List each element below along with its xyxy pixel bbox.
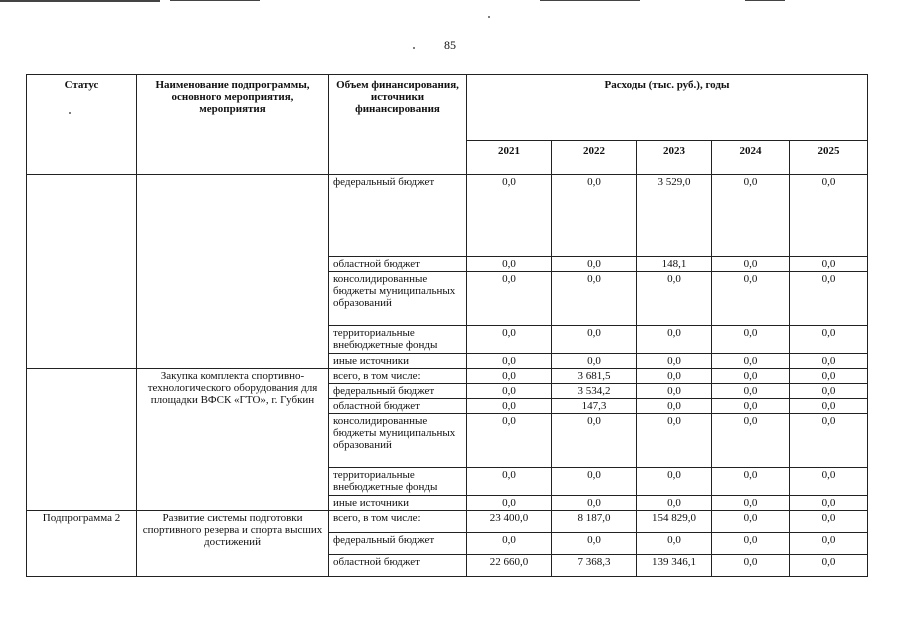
value-cell: 0,0	[467, 414, 552, 468]
value-cell: 0,0	[712, 414, 790, 468]
value-cell: 0,0	[790, 496, 868, 511]
table-row	[27, 369, 868, 384]
header-year: 2025	[790, 141, 868, 175]
source-cell: иные источники	[329, 354, 467, 369]
value-cell: 0,0	[552, 175, 637, 257]
activity-name-cell	[137, 175, 329, 369]
value-cell: 0,0	[790, 369, 868, 384]
value-cell: 0,0	[712, 369, 790, 384]
table-row	[27, 511, 868, 533]
value-cell: 22 660,0	[467, 555, 552, 577]
value-cell: 0,0	[790, 399, 868, 414]
value-cell: 0,0	[712, 496, 790, 511]
value-cell: 0,0	[467, 354, 552, 369]
source-cell: всего, в том числе:	[329, 369, 467, 384]
value-cell: 0,0	[790, 272, 868, 326]
value-cell: 0,0	[637, 468, 712, 496]
value-cell: 0,0	[790, 354, 868, 369]
value-cell: 0,0	[790, 326, 868, 354]
value-cell: 0,0	[467, 257, 552, 272]
scan-edge-line	[170, 0, 260, 1]
source-cell: областной бюджет	[329, 399, 467, 414]
header-year: 2022	[552, 141, 637, 175]
value-cell: 0,0	[467, 384, 552, 399]
value-cell: 0,0	[552, 414, 637, 468]
value-cell: 0,0	[712, 175, 790, 257]
source-cell: иные источники	[329, 496, 467, 511]
scan-edge-line	[0, 0, 160, 2]
scan-speck	[488, 16, 490, 18]
header-year: 2021	[467, 141, 552, 175]
header-expenses: Расходы (тыс. руб.), годы	[467, 75, 868, 141]
page-number: 85	[444, 38, 456, 52]
header-year: 2024	[712, 141, 790, 175]
value-cell: 0,0	[712, 326, 790, 354]
value-cell: 0,0	[790, 533, 868, 555]
source-cell: федеральный бюджет	[329, 384, 467, 399]
source-cell: консолидированные бюджеты муниципальных образований	[329, 272, 467, 326]
value-cell: 23 400,0	[467, 511, 552, 533]
value-cell: 0,0	[790, 555, 868, 577]
value-cell: 0,0	[637, 354, 712, 369]
value-cell: 0,0	[467, 326, 552, 354]
source-cell: областной бюджет	[329, 257, 467, 272]
budget-table	[26, 74, 868, 577]
value-cell: 0,0	[712, 399, 790, 414]
value-cell: 0,0	[637, 326, 712, 354]
table-row	[27, 175, 868, 257]
value-cell: 0,0	[637, 369, 712, 384]
value-cell: 0,0	[637, 399, 712, 414]
value-cell: 0,0	[552, 496, 637, 511]
source-cell: федеральный бюджет	[329, 175, 467, 257]
source-cell: территориальные внебюджетные фонды	[329, 468, 467, 496]
source-cell: консолидированные бюджеты муниципальных образований	[329, 414, 467, 468]
status-cell: Подпрограмма 2	[27, 511, 137, 577]
status-cell	[27, 369, 137, 511]
value-cell: 0,0	[552, 533, 637, 555]
value-cell: 0,0	[790, 414, 868, 468]
value-cell: 0,0	[467, 496, 552, 511]
value-cell: 3 681,5	[552, 369, 637, 384]
value-cell: 154 829,0	[637, 511, 712, 533]
source-cell: федеральный бюджет	[329, 533, 467, 555]
value-cell: 0,0	[467, 175, 552, 257]
value-cell: 0,0	[712, 257, 790, 272]
value-cell: 0,0	[790, 511, 868, 533]
value-cell: 0,0	[467, 369, 552, 384]
value-cell: 0,0	[637, 496, 712, 511]
value-cell: 0,0	[712, 272, 790, 326]
status-cell	[27, 175, 137, 369]
value-cell: 8 187,0	[552, 511, 637, 533]
value-cell: 0,0	[552, 272, 637, 326]
value-cell: 0,0	[637, 533, 712, 555]
source-cell: областной бюджет	[329, 555, 467, 577]
value-cell: 0,0	[790, 175, 868, 257]
header-year: 2023	[637, 141, 712, 175]
scan-edge-line	[745, 0, 785, 1]
scan-speck	[413, 47, 415, 49]
value-cell: 0,0	[712, 511, 790, 533]
value-cell: 7 368,3	[552, 555, 637, 577]
value-cell: 0,0	[467, 468, 552, 496]
value-cell: 0,0	[552, 326, 637, 354]
header-row	[27, 75, 868, 141]
value-cell: 0,0	[552, 354, 637, 369]
source-cell: территориальные внебюджетные фонды	[329, 326, 467, 354]
value-cell: 0,0	[712, 384, 790, 399]
value-cell: 0,0	[790, 384, 868, 399]
value-cell: 0,0	[552, 257, 637, 272]
value-cell: 0,0	[712, 555, 790, 577]
header-status: Статус	[27, 75, 137, 175]
value-cell: 0,0	[712, 533, 790, 555]
value-cell: 0,0	[637, 384, 712, 399]
value-cell: 0,0	[712, 354, 790, 369]
value-cell: 147,3	[552, 399, 637, 414]
value-cell: 139 346,1	[637, 555, 712, 577]
value-cell: 3 529,0	[637, 175, 712, 257]
value-cell: 0,0	[637, 272, 712, 326]
scan-edge-line	[540, 0, 640, 1]
value-cell: 0,0	[467, 399, 552, 414]
header-source: Объем финансирования, источники финансирования	[329, 75, 467, 175]
value-cell: 0,0	[712, 468, 790, 496]
activity-name-cell: Закупка комплекта спортивно-технологического оборудования для площадки ВФСК «ГТО», г. Губкин	[137, 369, 329, 511]
value-cell: 0,0	[790, 257, 868, 272]
value-cell: 0,0	[552, 468, 637, 496]
source-cell: всего, в том числе:	[329, 511, 467, 533]
activity-name-cell: Развитие системы подготовки спортивного резерва и спорта высших достижений	[137, 511, 329, 577]
value-cell: 0,0	[637, 414, 712, 468]
value-cell: 0,0	[467, 272, 552, 326]
value-cell: 0,0	[467, 533, 552, 555]
value-cell: 0,0	[790, 468, 868, 496]
value-cell: 3 534,2	[552, 384, 637, 399]
value-cell: 148,1	[637, 257, 712, 272]
header-name: Наименование подпрограммы, основного мероприятия, мероприятия	[137, 75, 329, 175]
